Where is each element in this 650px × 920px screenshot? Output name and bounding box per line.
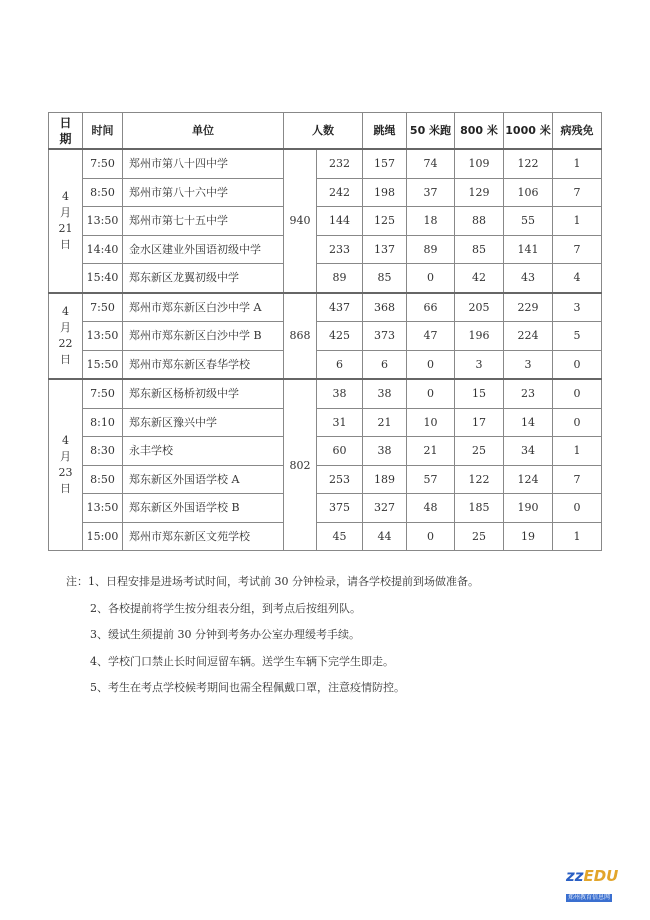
people-cell: 45 xyxy=(317,522,363,551)
run1000-cell: 229 xyxy=(504,293,553,322)
people-cell: 375 xyxy=(317,494,363,523)
run800-cell: 122 xyxy=(455,465,504,494)
table-row xyxy=(49,235,602,264)
date-cell: 4 月 22 日 xyxy=(49,293,83,380)
header-run50: 50 米跑 xyxy=(407,113,455,150)
time-cell: 7:50 xyxy=(83,293,123,322)
exempt-cell: 1 xyxy=(553,207,602,236)
exempt-cell: 1 xyxy=(553,522,602,551)
run50-cell: 48 xyxy=(407,494,455,523)
table-row xyxy=(49,465,602,494)
people-cell: 89 xyxy=(317,264,363,293)
time-cell: 15:50 xyxy=(83,350,123,379)
group-total-cell: 802 xyxy=(284,379,317,551)
exempt-cell: 0 xyxy=(553,350,602,379)
unit-cell: 金水区建业外国语初级中学 xyxy=(123,235,284,264)
run1000-cell: 124 xyxy=(504,465,553,494)
logo-edu: EDU xyxy=(583,867,619,885)
unit-cell: 郑州市第八十六中学 xyxy=(123,178,284,207)
exempt-cell: 7 xyxy=(553,465,602,494)
unit-cell: 郑州市郑东新区白沙中学 A xyxy=(123,293,284,322)
run1000-cell: 3 xyxy=(504,350,553,379)
unit-cell: 郑州市第七十五中学 xyxy=(123,207,284,236)
time-cell: 14:40 xyxy=(83,235,123,264)
note-line-5: 5、考生在考点学校候考期间也需全程佩戴口罩，注意疫情防控。 xyxy=(90,681,405,694)
run50-cell: 66 xyxy=(407,293,455,322)
date-cell: 4 月 23 日 xyxy=(49,379,83,551)
people-cell: 6 xyxy=(317,350,363,379)
exempt-cell: 1 xyxy=(553,437,602,466)
unit-cell: 郑东新区豫兴中学 xyxy=(123,408,284,437)
run1000-cell: 224 xyxy=(504,322,553,351)
people-cell: 232 xyxy=(317,149,363,178)
rope-cell: 189 xyxy=(363,465,407,494)
table-row xyxy=(49,379,602,408)
exempt-cell: 0 xyxy=(553,408,602,437)
unit-cell: 永丰学校 xyxy=(123,437,284,466)
people-cell: 437 xyxy=(317,293,363,322)
time-cell: 13:50 xyxy=(83,322,123,351)
logo-zz: zz xyxy=(566,867,584,885)
time-cell: 13:50 xyxy=(83,207,123,236)
run800-cell: 88 xyxy=(455,207,504,236)
run800-cell: 185 xyxy=(455,494,504,523)
run1000-cell: 23 xyxy=(504,379,553,408)
rope-cell: 373 xyxy=(363,322,407,351)
exempt-cell: 7 xyxy=(553,235,602,264)
people-cell: 425 xyxy=(317,322,363,351)
exempt-cell: 7 xyxy=(553,178,602,207)
run50-cell: 57 xyxy=(407,465,455,494)
run50-cell: 89 xyxy=(407,235,455,264)
rope-cell: 198 xyxy=(363,178,407,207)
run800-cell: 3 xyxy=(455,350,504,379)
run1000-cell: 55 xyxy=(504,207,553,236)
header-date: 日 期 xyxy=(49,113,83,150)
run1000-cell: 34 xyxy=(504,437,553,466)
run50-cell: 18 xyxy=(407,207,455,236)
unit-cell: 郑东新区外国语学校 A xyxy=(123,465,284,494)
date-cell: 4 月 21 日 xyxy=(49,149,83,293)
run800-cell: 15 xyxy=(455,379,504,408)
unit-cell: 郑州市郑东新区白沙中学 B xyxy=(123,322,284,351)
table-row xyxy=(49,350,602,379)
exempt-cell: 3 xyxy=(553,293,602,322)
rope-cell: 327 xyxy=(363,494,407,523)
group-total-cell: 940 xyxy=(284,149,317,293)
run1000-cell: 190 xyxy=(504,494,553,523)
table-row xyxy=(49,494,602,523)
header-people: 人数 xyxy=(284,113,363,150)
header-rope: 跳绳 xyxy=(363,113,407,150)
unit-cell: 郑州市第八十四中学 xyxy=(123,149,284,178)
run1000-cell: 43 xyxy=(504,264,553,293)
table-row xyxy=(49,207,602,236)
header-run1000: 1000 米 xyxy=(504,113,553,150)
unit-cell: 郑东新区杨桥初级中学 xyxy=(123,379,284,408)
rope-cell: 38 xyxy=(363,379,407,408)
note-line-1: 注：1、日程安排是进场考试时间，考试前 30 分钟检录，请各学校提前到场做准备。 xyxy=(66,575,479,588)
run1000-cell: 106 xyxy=(504,178,553,207)
run50-cell: 0 xyxy=(407,350,455,379)
run800-cell: 85 xyxy=(455,235,504,264)
group-total-cell: 868 xyxy=(284,293,317,380)
time-cell: 8:50 xyxy=(83,465,123,494)
table-row xyxy=(49,178,602,207)
run800-cell: 196 xyxy=(455,322,504,351)
rope-cell: 85 xyxy=(363,264,407,293)
people-cell: 242 xyxy=(317,178,363,207)
time-cell: 15:00 xyxy=(83,522,123,551)
table-row xyxy=(49,264,602,293)
rope-cell: 44 xyxy=(363,522,407,551)
run50-cell: 21 xyxy=(407,437,455,466)
people-cell: 60 xyxy=(317,437,363,466)
header-exempt: 病残免 xyxy=(553,113,602,150)
schedule-table xyxy=(48,112,602,551)
exempt-cell: 5 xyxy=(553,322,602,351)
run800-cell: 205 xyxy=(455,293,504,322)
run50-cell: 10 xyxy=(407,408,455,437)
run1000-cell: 19 xyxy=(504,522,553,551)
time-cell: 13:50 xyxy=(83,494,123,523)
run800-cell: 17 xyxy=(455,408,504,437)
rope-cell: 38 xyxy=(363,437,407,466)
rope-cell: 157 xyxy=(363,149,407,178)
header-row xyxy=(49,113,602,150)
run50-cell: 47 xyxy=(407,322,455,351)
exempt-cell: 4 xyxy=(553,264,602,293)
header-time: 时间 xyxy=(83,113,123,150)
time-cell: 8:50 xyxy=(83,178,123,207)
time-cell: 8:10 xyxy=(83,408,123,437)
run800-cell: 109 xyxy=(455,149,504,178)
table-row xyxy=(49,408,602,437)
header-unit: 单位 xyxy=(123,113,284,150)
run1000-cell: 122 xyxy=(504,149,553,178)
run50-cell: 0 xyxy=(407,379,455,408)
table-row xyxy=(49,293,602,322)
rope-cell: 125 xyxy=(363,207,407,236)
rope-cell: 137 xyxy=(363,235,407,264)
unit-cell: 郑州市郑东新区春华学校 xyxy=(123,350,284,379)
people-cell: 144 xyxy=(317,207,363,236)
run50-cell: 0 xyxy=(407,522,455,551)
rope-cell: 6 xyxy=(363,350,407,379)
header-run800: 800 米 xyxy=(455,113,504,150)
zzedu-logo xyxy=(566,867,630,901)
time-cell: 15:40 xyxy=(83,264,123,293)
run800-cell: 25 xyxy=(455,437,504,466)
run800-cell: 42 xyxy=(455,264,504,293)
unit-cell: 郑东新区龙翼初级中学 xyxy=(123,264,284,293)
exempt-cell: 0 xyxy=(553,379,602,408)
run50-cell: 37 xyxy=(407,178,455,207)
logo-subtitle: 郑州教育信息网 xyxy=(568,894,611,901)
run50-cell: 74 xyxy=(407,149,455,178)
unit-cell: 郑州市郑东新区文苑学校 xyxy=(123,522,284,551)
run1000-cell: 141 xyxy=(504,235,553,264)
logo-wordmark xyxy=(566,868,630,884)
time-cell: 7:50 xyxy=(83,149,123,178)
note-line-4: 4、学校门口禁止长时间逗留车辆。送学生车辆下完学生即走。 xyxy=(90,654,394,668)
table-row xyxy=(49,437,602,466)
rope-cell: 368 xyxy=(363,293,407,322)
run50-cell: 0 xyxy=(407,264,455,293)
note-line-3: 3、缓试生须提前 30 分钟到考务办公室办理缓考手续。 xyxy=(90,628,360,641)
table-row xyxy=(49,522,602,551)
time-cell: 7:50 xyxy=(83,379,123,408)
unit-cell: 郑东新区外国语学校 B xyxy=(123,494,284,523)
notes-section xyxy=(66,573,626,706)
table-row xyxy=(49,149,602,178)
exempt-cell: 1 xyxy=(553,149,602,178)
run1000-cell: 14 xyxy=(504,408,553,437)
note-line-2: 2、各校提前将学生按分组表分组，到考点后按组列队。 xyxy=(90,601,361,615)
rope-cell: 21 xyxy=(363,408,407,437)
people-cell: 253 xyxy=(317,465,363,494)
people-cell: 31 xyxy=(317,408,363,437)
run800-cell: 25 xyxy=(455,522,504,551)
run800-cell: 129 xyxy=(455,178,504,207)
time-cell: 8:30 xyxy=(83,437,123,466)
exempt-cell: 0 xyxy=(553,494,602,523)
table-row xyxy=(49,322,602,351)
people-cell: 233 xyxy=(317,235,363,264)
people-cell: 38 xyxy=(317,379,363,408)
